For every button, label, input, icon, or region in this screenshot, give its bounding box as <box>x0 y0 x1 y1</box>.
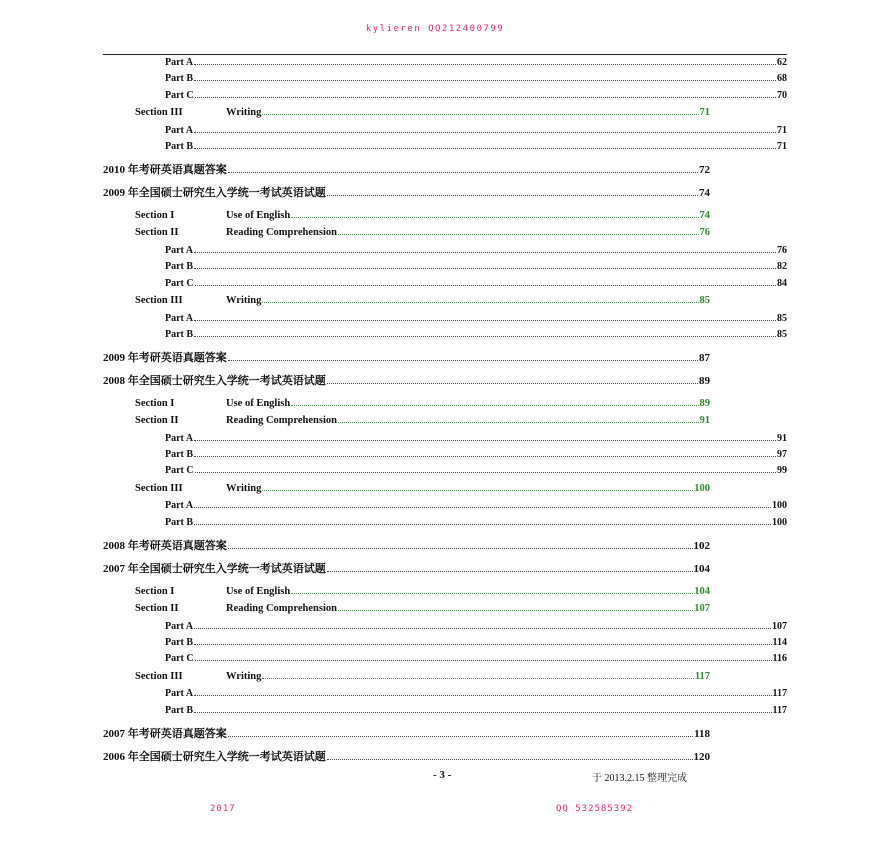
toc-section-title: Writing <box>226 107 262 119</box>
toc-entry-label: Part A <box>165 124 194 136</box>
toc-page-number: 120 <box>693 750 710 763</box>
toc-part-entry[interactable] <box>165 140 787 154</box>
toc-chapter-entry[interactable] <box>103 562 710 576</box>
toc-section-title: Reading Comprehension <box>226 603 337 615</box>
toc-section-title: Writing <box>226 482 262 494</box>
toc-entry-label: Part C <box>165 277 194 289</box>
toc-section-title: Use of English <box>226 209 291 221</box>
toc-part-entry[interactable] <box>165 244 787 258</box>
toc-page-number: 85 <box>777 312 787 324</box>
toc-section-entry[interactable] <box>135 226 710 240</box>
toc-page-number: 104 <box>694 585 710 597</box>
toc-entry-label: 2010 年考研英语真题答案 <box>103 163 227 176</box>
toc-leader-dots <box>194 267 776 269</box>
toc-entry-label: Part B <box>165 637 194 648</box>
toc-leader-dots <box>194 63 776 65</box>
toc-section-entry[interactable] <box>135 602 710 616</box>
toc-page-number: 107 <box>694 603 710 615</box>
toc-entry-label: Part B <box>165 73 194 85</box>
toc-page-number: 74 <box>699 209 710 221</box>
toc-leader-dots <box>338 233 699 235</box>
toc-section-label: Section II <box>135 603 179 615</box>
page-number: - 3 - <box>433 769 452 781</box>
toc-section-entry[interactable] <box>135 294 710 308</box>
toc-leader-dots <box>194 643 772 645</box>
toc-section-title: Writing <box>226 295 262 306</box>
toc-page-number: 91 <box>699 415 710 427</box>
toc-leader-dots <box>338 609 693 611</box>
toc-part-entry[interactable] <box>165 72 787 86</box>
toc-part-entry[interactable] <box>165 620 787 634</box>
toc-leader-dots <box>262 301 698 303</box>
toc-page-number: 84 <box>777 277 787 289</box>
toc-section-label: Section III <box>135 670 183 682</box>
toc-leader-dots <box>327 758 693 760</box>
toc-section-title: Writing <box>226 670 262 682</box>
toc-part-entry[interactable] <box>165 277 787 291</box>
header-watermark: kylieren QQ212400799 <box>365 24 505 34</box>
toc-page-number: 72 <box>699 163 710 176</box>
toc-leader-dots <box>194 147 776 149</box>
toc-part-entry[interactable] <box>165 56 787 70</box>
toc-page-number: 107 <box>772 620 787 632</box>
toc-leader-dots <box>291 216 698 218</box>
toc-entry-label: Part C <box>165 653 194 665</box>
toc-entry-label: 2008 年全国硕士研究生入学统一考试英语试题 <box>103 374 326 387</box>
toc-section-entry[interactable] <box>135 209 710 223</box>
toc-leader-dots <box>262 489 693 491</box>
toc-leader-dots <box>195 471 776 473</box>
toc-section-label: Section I <box>135 397 175 409</box>
toc-section-label: Section II <box>135 227 179 239</box>
toc-leader-dots <box>228 547 693 549</box>
toc-page-number: 71 <box>699 107 710 119</box>
toc-part-entry[interactable] <box>165 312 787 326</box>
toc-part-entry[interactable] <box>165 124 787 138</box>
toc-entry-label: 2007 年考研英语真题答案 <box>103 727 227 740</box>
toc-leader-dots <box>194 627 771 629</box>
toc-entry-label: 2009 年全国硕士研究生入学统一考试英语试题 <box>103 186 326 199</box>
toc-part-entry[interactable] <box>165 89 787 103</box>
toc-page-number: 118 <box>694 727 710 740</box>
toc-leader-dots <box>194 506 771 508</box>
toc-entry-label: Part B <box>165 449 194 461</box>
toc-page-number: 97 <box>777 449 787 461</box>
toc-section-title: Reading Comprehension <box>226 227 337 239</box>
toc-part-entry[interactable] <box>165 652 787 666</box>
toc-page-number: 62 <box>777 57 787 68</box>
toc-entry-label: Part B <box>165 261 194 273</box>
toc-part-entry[interactable] <box>165 328 787 342</box>
toc-leader-dots <box>291 592 693 594</box>
toc-entry-label: Part C <box>165 89 194 101</box>
toc-chapter-entry[interactable] <box>103 727 710 741</box>
toc-page-number: 85 <box>699 295 710 306</box>
toc-entry-label: Part A <box>165 500 194 512</box>
toc-section-title: Use of English <box>226 397 291 409</box>
toc-leader-dots <box>228 171 698 173</box>
toc-chapter-entry[interactable] <box>103 186 710 200</box>
toc-leader-dots <box>228 359 698 361</box>
toc-page-number: 100 <box>772 516 787 528</box>
toc-section-label: Section III <box>135 107 183 119</box>
toc-part-entry[interactable] <box>165 636 787 650</box>
toc-section-entry[interactable] <box>135 670 710 684</box>
toc-leader-dots <box>194 79 776 81</box>
toc-section-label: Section I <box>135 209 175 221</box>
toc-leader-dots <box>195 284 776 286</box>
toc-part-entry[interactable] <box>165 516 787 530</box>
toc-page-number: 68 <box>777 73 787 85</box>
toc-leader-dots <box>194 711 772 713</box>
toc-section-entry[interactable] <box>135 482 710 496</box>
toc-leader-dots <box>194 131 776 133</box>
toc-section-title: Use of English <box>226 585 291 597</box>
toc-leader-dots <box>262 677 693 679</box>
toc-page-number: 71 <box>777 140 787 152</box>
footer-watermark-right: QQ 532585392 <box>556 804 634 814</box>
toc-page-number: 99 <box>777 465 787 477</box>
toc-leader-dots <box>194 523 771 525</box>
toc-chapter-entry[interactable] <box>103 374 710 388</box>
toc-entry-label: Part A <box>165 244 194 256</box>
toc-page-number: 76 <box>699 227 710 239</box>
footer-note: 于 2013.2.15 整理完成 <box>592 773 687 784</box>
toc-part-entry[interactable] <box>165 448 787 462</box>
toc-page-number: 91 <box>777 432 787 444</box>
footer-watermark-left: 2017 <box>210 804 236 814</box>
toc-leader-dots <box>338 421 699 423</box>
toc-page-number: 102 <box>693 539 710 552</box>
toc-section-entry[interactable] <box>135 414 710 428</box>
toc-page-number: 100 <box>772 500 787 512</box>
toc-page-number: 74 <box>699 186 710 199</box>
toc-leader-dots <box>194 439 776 441</box>
toc-page-number: 100 <box>694 482 710 494</box>
toc-chapter-entry[interactable] <box>103 539 710 553</box>
toc-section-entry[interactable] <box>135 397 710 411</box>
toc-page-number: 70 <box>777 89 787 101</box>
toc-section-title: Reading Comprehension <box>226 415 337 427</box>
toc-chapter-entry[interactable] <box>103 750 710 764</box>
toc-leader-dots <box>195 659 772 661</box>
toc-leader-dots <box>194 455 776 457</box>
toc-part-entry[interactable] <box>165 260 787 274</box>
toc-part-entry[interactable] <box>165 499 787 513</box>
toc-section-label: Section I <box>135 585 175 597</box>
toc-page-number: 114 <box>772 637 787 648</box>
toc-part-entry[interactable] <box>165 687 787 701</box>
toc-section-entry[interactable] <box>135 106 710 120</box>
toc-entry-label: Part B <box>165 328 194 340</box>
toc-part-entry[interactable] <box>165 432 787 446</box>
toc-entry-label: 2009 年考研英语真题答案 <box>103 351 227 364</box>
toc-page-number: 89 <box>699 374 710 387</box>
toc-leader-dots <box>195 96 776 98</box>
toc-section-label: Section II <box>135 415 179 427</box>
toc-entry-label: Part A <box>165 432 194 444</box>
toc-chapter-entry[interactable] <box>103 163 710 177</box>
toc-page-number: 71 <box>777 124 787 136</box>
toc-entry-label: Part A <box>165 312 194 324</box>
toc-page-number: 117 <box>772 704 787 716</box>
toc-entry-label: Part A <box>165 57 194 68</box>
toc-leader-dots <box>194 694 772 696</box>
toc-page-number: 76 <box>777 244 787 256</box>
toc-page-number: 85 <box>777 328 787 340</box>
toc-part-entry[interactable] <box>165 704 787 718</box>
toc-entry-label: 2007 年全国硕士研究生入学统一考试英语试题 <box>103 562 326 575</box>
toc-leader-dots <box>228 735 693 737</box>
toc-leader-dots <box>291 404 698 406</box>
toc-entry-label: 2006 年全国硕士研究生入学统一考试英语试题 <box>103 750 326 763</box>
toc-page-number: 82 <box>777 261 787 273</box>
toc-entry-label: 2008 年考研英语真题答案 <box>103 539 227 552</box>
toc-section-label: Section III <box>135 482 183 494</box>
toc-page-number: 89 <box>699 397 710 409</box>
toc-entry-label: Part B <box>165 704 194 716</box>
toc-leader-dots <box>327 382 698 384</box>
toc-section-entry[interactable] <box>135 585 710 599</box>
toc-section-label: Section III <box>135 295 183 306</box>
toc-entry-label: Part A <box>165 688 194 700</box>
toc-leader-dots <box>194 251 776 253</box>
toc-page-number: 116 <box>772 653 787 665</box>
header-rule <box>103 54 787 55</box>
toc-entry-label: Part B <box>165 516 194 528</box>
toc-leader-dots <box>327 194 698 196</box>
toc-entry-label: Part C <box>165 465 194 477</box>
toc-page-number: 104 <box>693 562 710 575</box>
toc-page-number: 117 <box>772 688 787 700</box>
toc-chapter-entry[interactable] <box>103 351 710 365</box>
toc-leader-dots <box>194 319 776 321</box>
toc-part-entry[interactable] <box>165 464 787 478</box>
toc-entry-label: Part A <box>165 620 194 632</box>
toc-page-number: 87 <box>699 351 710 364</box>
toc-leader-dots <box>327 570 693 572</box>
toc-entry-label: Part B <box>165 140 194 152</box>
toc-leader-dots <box>194 335 776 337</box>
toc-leader-dots <box>262 113 698 115</box>
toc-page-number: 117 <box>694 670 710 682</box>
